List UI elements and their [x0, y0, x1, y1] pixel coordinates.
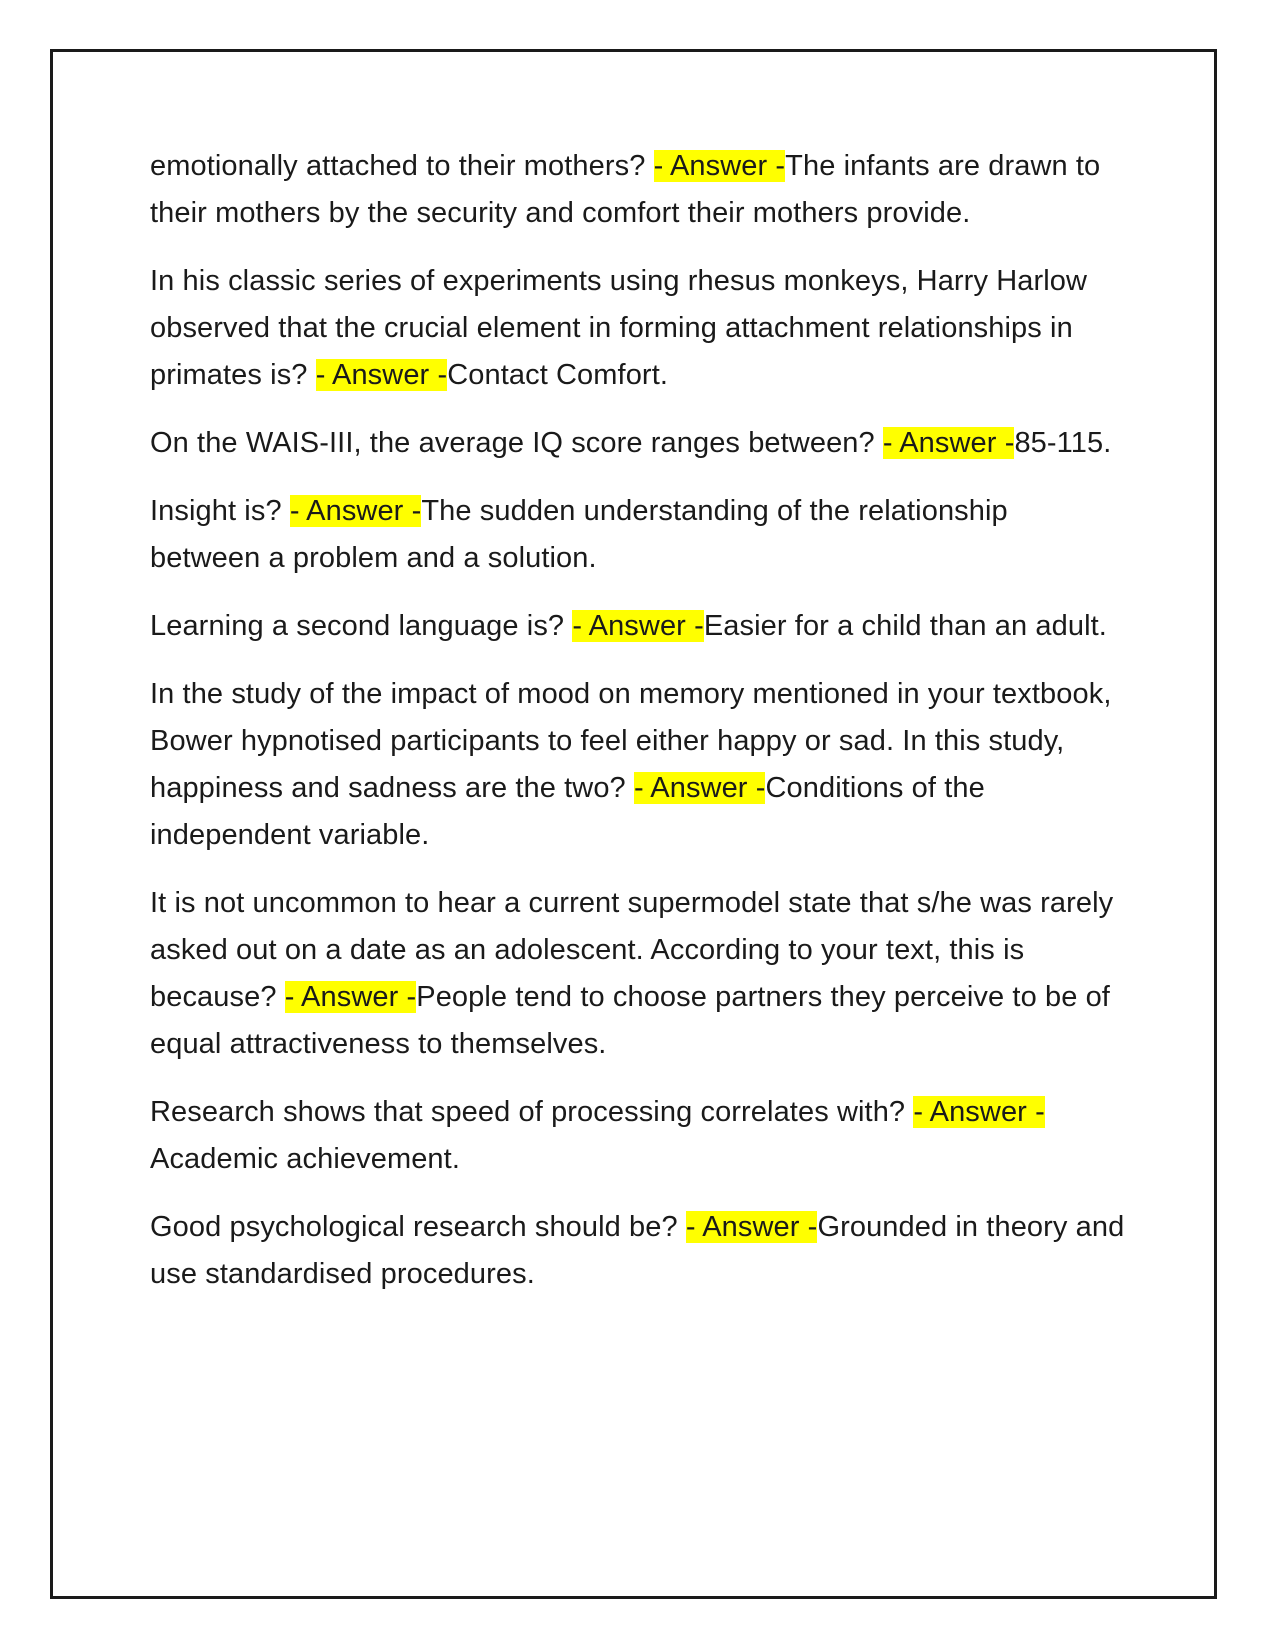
qa-item	[150, 1089, 1125, 1183]
answer-text: Contact Comfort.	[447, 359, 669, 391]
question-text: Learning a second language is?	[150, 610, 573, 642]
qa-item	[150, 258, 1125, 399]
qa-item	[150, 420, 1125, 467]
question-text: In his classic series of experiments using rhesus monkeys, Harry Harlow observed that the crucial element in forming attachment relationships in primates is?	[150, 265, 1088, 391]
qa-item	[150, 1204, 1125, 1298]
answer-marker: - Answer -	[315, 359, 448, 391]
answer-text: Academic achievement.	[150, 1143, 460, 1175]
answer-marker: - Answer -	[633, 772, 766, 804]
answer-text: Grounded in theory and use standardised procedures.	[150, 1211, 1125, 1290]
question-text: Insight is?	[150, 495, 290, 527]
qa-item	[150, 671, 1125, 859]
question-text: In the study of the impact of mood on memory mentioned in your textbook, Bower hypnotised participants to feel either happy or sad. In this study, happiness and sadness are the two?	[150, 678, 1112, 804]
answer-marker: - Answer -	[289, 495, 422, 527]
question-text: emotionally attached to their mothers?	[150, 150, 654, 182]
qa-item	[150, 880, 1125, 1068]
qa-item	[150, 603, 1125, 650]
answer-text: The sudden understanding of the relationship between a problem and a solution.	[150, 495, 1008, 574]
answer-marker: - Answer -	[653, 150, 786, 182]
question-text: Research shows that speed of processing correlates with?	[150, 1096, 914, 1128]
qa-item	[150, 488, 1125, 582]
answer-marker: - Answer -	[572, 610, 704, 642]
answer-marker: - Answer -	[913, 1096, 1045, 1128]
qa-item	[150, 143, 1125, 237]
question-text: It is not uncommon to hear a current supermodel state that s/he was rarely asked out on a date as an adolescent. According to your text, this is because?	[150, 887, 1114, 1013]
answer-marker: - Answer -	[284, 981, 417, 1013]
document-body	[150, 143, 1125, 1319]
answer-marker: - Answer -	[882, 427, 1015, 459]
question-text: On the WAIS-III, the average IQ score ranges between?	[150, 427, 883, 459]
question-text: Good psychological research should be?	[150, 1211, 686, 1243]
answer-text: Conditions of the independent variable.	[150, 772, 985, 851]
answer-text: The infants are drawn to their mothers by the security and comfort their mothers provide.	[150, 150, 1101, 229]
answer-marker: - Answer -	[685, 1211, 818, 1243]
answer-text: Easier for a child than an adult.	[703, 610, 1107, 642]
answer-text: People tend to choose partners they perceive to be of equal attractiveness to themselves.	[150, 981, 1110, 1060]
answer-text: 85-115.	[1014, 427, 1112, 459]
